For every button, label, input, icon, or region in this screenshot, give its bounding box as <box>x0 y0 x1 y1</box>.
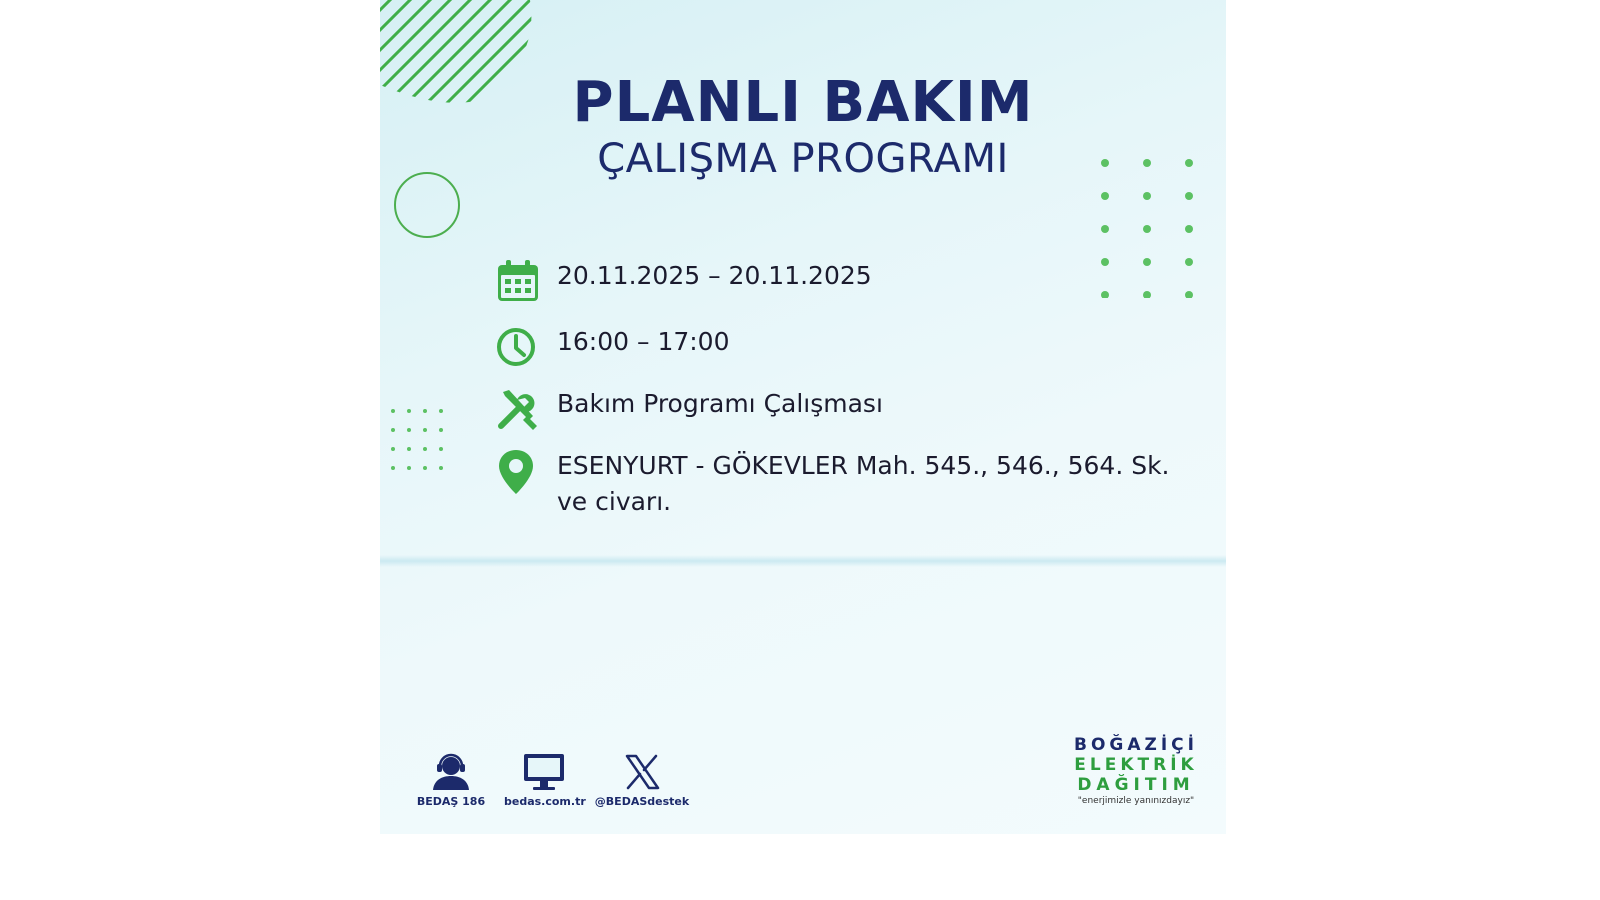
bogazici-elektrik-logo <box>1074 735 1198 806</box>
work-type-text: Bakım Programı Çalışması <box>557 389 883 418</box>
date-row <box>495 258 1197 304</box>
brand-line-3: DAĞITIM <box>1077 775 1195 795</box>
phone-label: BEDAŞ 186 <box>416 795 486 808</box>
x-handle-label: @BEDASdestek <box>594 795 690 808</box>
time-row <box>495 324 1197 370</box>
page-title: PLANLI BAKIM <box>572 70 1034 135</box>
brand-slogan: "enerjimizle yanınızdayız" <box>1077 796 1195 806</box>
time-range-text: 16:00 – 17:00 <box>557 327 730 356</box>
tools-icon <box>495 386 541 432</box>
brand-line-2: ELEKTRİK <box>1074 755 1198 775</box>
clock-icon <box>495 324 541 370</box>
date-range-text: 20.11.2025 – 20.11.2025 <box>557 261 872 290</box>
maintenance-poster <box>380 0 1226 834</box>
phone-contact[interactable] <box>412 752 490 808</box>
website-link[interactable] <box>504 752 584 808</box>
page-subtitle: ÇALIŞMA PROGRAMI <box>597 136 1009 182</box>
calendar-icon <box>495 258 541 304</box>
horizon-line <box>380 555 1226 567</box>
location-text: ESENYURT - GÖKEVLER Mah. 545., 546., 564. Sk. ve civarı. <box>557 451 1170 516</box>
computer-monitor-icon <box>522 752 566 792</box>
work-type-row <box>495 386 1197 432</box>
website-label: bedas.com.tr <box>504 795 586 808</box>
x-social-link[interactable] <box>592 752 692 808</box>
location-pin-icon <box>495 448 541 494</box>
location-row <box>495 448 1197 520</box>
x-logo-icon <box>622 752 662 792</box>
dot-grid-decoration-left <box>390 408 450 474</box>
call-center-agent-icon <box>430 752 472 792</box>
brand-line-1: BOĞAZİÇİ <box>1074 735 1198 755</box>
